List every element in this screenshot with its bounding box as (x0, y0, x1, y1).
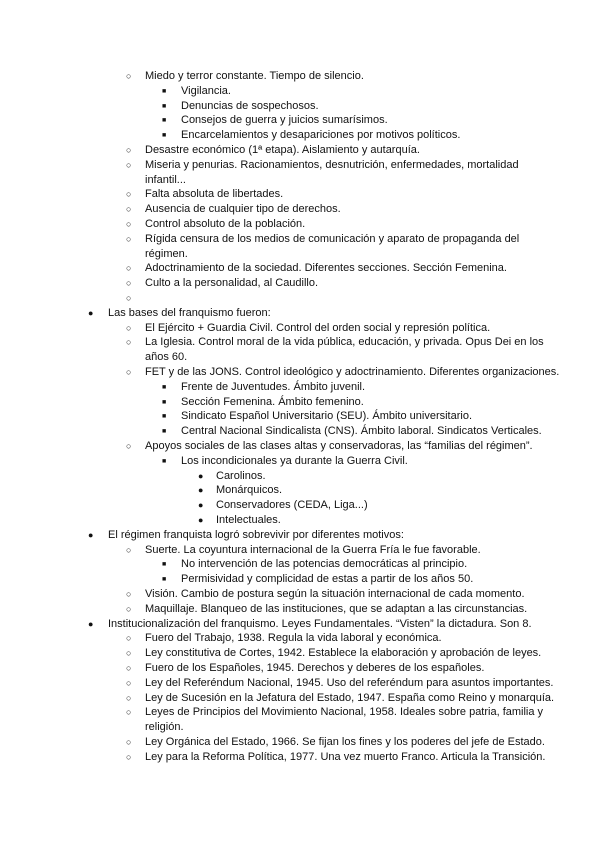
list-item-text: Visión. Cambio de postura según la situación internacional de cada momento. (145, 588, 525, 600)
list-item (0, 498, 600, 513)
list-item-text: Ley del Referéndum Nacional, 1945. Uso del referéndum para asuntos importantes. (145, 676, 554, 689)
circle-bullet-icon: ○ (126, 633, 132, 644)
list-item-text: Vigilancia. (181, 84, 231, 97)
list-item (0, 602, 600, 617)
list-item (0, 557, 600, 572)
list-item-text: Ley para la Reforma Política, 1977. Una vez muerto Franco. Articula la Transición. (145, 750, 546, 763)
list-item-text: Leyes de Principios del Movimiento Nacional, 1958. Ideales sobre patria, familia y (145, 706, 544, 719)
list-item-text: infantil... (145, 173, 186, 186)
circle-bullet-icon: ○ (126, 322, 132, 333)
circle-bullet-icon: ○ (126, 589, 132, 599)
list-item-text: Control absoluto de la población. (145, 218, 306, 230)
circle-bullet-icon: ○ (126, 293, 132, 303)
list-item (0, 587, 600, 602)
disc-bullet-icon: ● (198, 485, 204, 496)
circle-bullet-icon: ○ (126, 219, 132, 229)
list-item (0, 335, 600, 350)
list-item (0, 424, 600, 439)
circle-bullet-icon: ○ (126, 71, 132, 81)
list-item (0, 365, 600, 380)
circle-bullet-icon: ○ (126, 145, 132, 155)
circle-bullet-icon: ○ (126, 233, 132, 244)
circle-bullet-icon: ○ (126, 663, 132, 673)
square-bullet-icon: ■ (162, 457, 167, 465)
square-bullet-icon: ■ (162, 428, 167, 436)
square-bullet-icon: ■ (162, 117, 167, 125)
list-item (0, 691, 600, 706)
list-item-text: Desastre económico (1ª etapa). Aislamiento y autarquía. (145, 144, 420, 156)
circle-bullet-icon: ○ (126, 159, 132, 170)
list-item (0, 409, 600, 424)
list-item-text: Fuero del Trabajo, 1938. Regula la vida laboral y económica. (145, 632, 442, 645)
disc-bullet-icon: ● (88, 529, 94, 540)
list-item-text: Frente de Juventudes. Ámbito juvenil. (181, 380, 366, 393)
circle-bullet-icon: ○ (126, 692, 132, 703)
list-item-text: Las bases del franquismo fueron: (108, 306, 271, 319)
list-item (0, 469, 600, 484)
list-item-text: régimen. (145, 247, 188, 260)
list-item-continuation (0, 350, 600, 365)
list-item (0, 380, 600, 395)
list-item-text: Adoctrinamiento de la sociedad. Diferentes secciones. Sección Femenina. (145, 262, 507, 275)
list-item-text: Culto a la personalidad, al Caudillo. (145, 277, 319, 290)
square-bullet-icon: ■ (162, 398, 167, 406)
square-bullet-icon: ■ (162, 102, 167, 110)
list-item-text: Maquillaje. Blanqueo de las instituciones, que se adaptan a las circunstancias. (145, 602, 528, 615)
list-item-continuation (0, 247, 600, 262)
list-item (0, 750, 600, 765)
disc-bullet-icon: ● (88, 307, 94, 318)
list-item (0, 439, 600, 454)
list-item (0, 321, 600, 336)
square-bullet-icon: ■ (162, 561, 167, 569)
list-item-text: Miseria y penurias. Racionamientos, desnutrición, enfermedades, mortalidad (145, 158, 519, 171)
list-item-text: No intervención de las potencias democráticas al principio. (181, 558, 468, 571)
list-item-text: Rígida censura de los medios de comunicación y aparato de propaganda del (145, 232, 520, 245)
list-item (0, 617, 600, 632)
list-item-text: Central Nacional Sindicalista (CNS). Ámbito laboral. Sindicatos Verticales. (181, 425, 542, 438)
square-bullet-icon: ■ (162, 383, 167, 391)
list-item (0, 202, 600, 217)
disc-bullet-icon: ● (198, 470, 204, 481)
circle-bullet-icon: ○ (126, 544, 132, 555)
list-item (0, 261, 600, 276)
circle-bullet-icon: ○ (126, 751, 132, 762)
list-item (0, 113, 600, 128)
list-item (0, 454, 600, 469)
square-bullet-icon: ■ (162, 87, 167, 95)
list-item-text: La Iglesia. Control moral de la vida pública, educación, y privada. Opus Dei en los (145, 336, 544, 349)
circle-bullet-icon: ○ (126, 204, 132, 215)
list-item-text: El Ejército + Guardia Civil. Control del orden social y represión política. (145, 321, 491, 334)
list-item (0, 158, 600, 173)
circle-bullet-icon: ○ (126, 648, 132, 659)
list-item-text: FET y de las JONS. Control ideológico y adoctrinamiento. Diferentes organizaciones. (145, 366, 560, 378)
list-item-text: Encarcelamientos y desapariciones por motivos políticos. (181, 129, 461, 142)
list-item (0, 291, 600, 306)
list-item (0, 676, 600, 691)
list-item (0, 128, 600, 143)
square-bullet-icon: ■ (162, 132, 167, 140)
list-item-text: Permisividad y complicidad de estas a partir de los años 50. (181, 573, 474, 586)
list-item (0, 646, 600, 661)
list-item-text: El régimen franquista logró sobrevivir por diferentes motivos: (108, 528, 404, 541)
circle-bullet-icon: ○ (126, 337, 132, 348)
list-item-text: Monárquicos. (216, 484, 283, 497)
list-item-text: Intelectuales. (216, 514, 281, 526)
list-item (0, 543, 600, 558)
list-item-text: Ley constitutiva de Cortes, 1942. Establece la elaboración y aprobación de leyes. (145, 647, 542, 660)
square-bullet-icon: ■ (162, 576, 167, 584)
circle-bullet-icon: ○ (126, 189, 132, 200)
list-item (0, 513, 600, 528)
list-item-text: Suerte. La coyuntura internacional de la Guerra Fría le fue favorable. (145, 543, 481, 556)
list-item-text: Consejos de guerra y juicios sumarísimos. (181, 114, 388, 127)
list-item-text: Miedo y terror constante. Tiempo de silencio. (145, 70, 364, 82)
list-item-text: Ausencia de cualquier tipo de derechos. (145, 203, 341, 216)
list-item (0, 631, 600, 646)
list-item (0, 483, 600, 498)
circle-bullet-icon: ○ (126, 707, 132, 718)
list-item (0, 99, 600, 114)
disc-bullet-icon: ● (198, 515, 204, 525)
list-item (0, 276, 600, 291)
list-item (0, 84, 600, 99)
list-item (0, 143, 600, 158)
list-item (0, 306, 600, 321)
circle-bullet-icon: ○ (126, 367, 132, 377)
list-item-text: Institucionalización del franquismo. Leyes Fundamentales. “Visten” la dictadura. Son 8. (108, 617, 532, 630)
list-item (0, 187, 600, 202)
disc-bullet-icon: ● (198, 500, 204, 511)
circle-bullet-icon: ○ (126, 677, 132, 688)
disc-bullet-icon: ● (88, 618, 94, 629)
list-item-text: religión. (145, 721, 184, 734)
list-item-text: Conservadores (CEDA, Liga...) (216, 499, 368, 512)
list-item-text: Carolinos. (216, 469, 266, 482)
circle-bullet-icon: ○ (126, 737, 132, 747)
list-item (0, 705, 600, 720)
list-item (0, 661, 600, 676)
list-item (0, 395, 600, 410)
square-bullet-icon: ■ (162, 413, 167, 421)
list-item-text: Los incondicionales ya durante la Guerra Civil. (181, 454, 408, 467)
circle-bullet-icon: ○ (126, 278, 132, 289)
circle-bullet-icon: ○ (126, 441, 132, 451)
list-item-text: Falta absoluta de libertades. (145, 188, 284, 201)
list-item (0, 572, 600, 587)
list-item-continuation (0, 720, 600, 735)
circle-bullet-icon: ○ (126, 603, 132, 614)
list-item (0, 735, 600, 750)
list-item-text: Ley de Sucesión en la Jefatura del Estado, 1947. España como Reino y monarquía. (145, 691, 555, 704)
list-item (0, 528, 600, 543)
list-item (0, 232, 600, 247)
list-item-continuation (0, 173, 600, 188)
list-item-text: Sindicato Español Universitario (SEU). Ámbito universitario. (181, 410, 473, 423)
circle-bullet-icon: ○ (126, 263, 132, 274)
list-item-text: años 60. (145, 351, 188, 364)
list-item (0, 69, 600, 84)
list-item-text: Denuncias de sospechosos. (181, 99, 319, 112)
list-item (0, 217, 600, 232)
list-item-text: Fuero de los Españoles, 1945. Derechos y deberes de los españoles. (145, 662, 485, 674)
list-item-text: Sección Femenina. Ámbito femenino. (181, 395, 364, 408)
list-item-text: Ley Orgánica del Estado, 1966. Se fijan los fines y los poderes del jefe de Estado. (145, 736, 545, 748)
list-item-text: Apoyos sociales de las clases altas y conservadoras, las “familias del régimen”. (145, 440, 533, 452)
